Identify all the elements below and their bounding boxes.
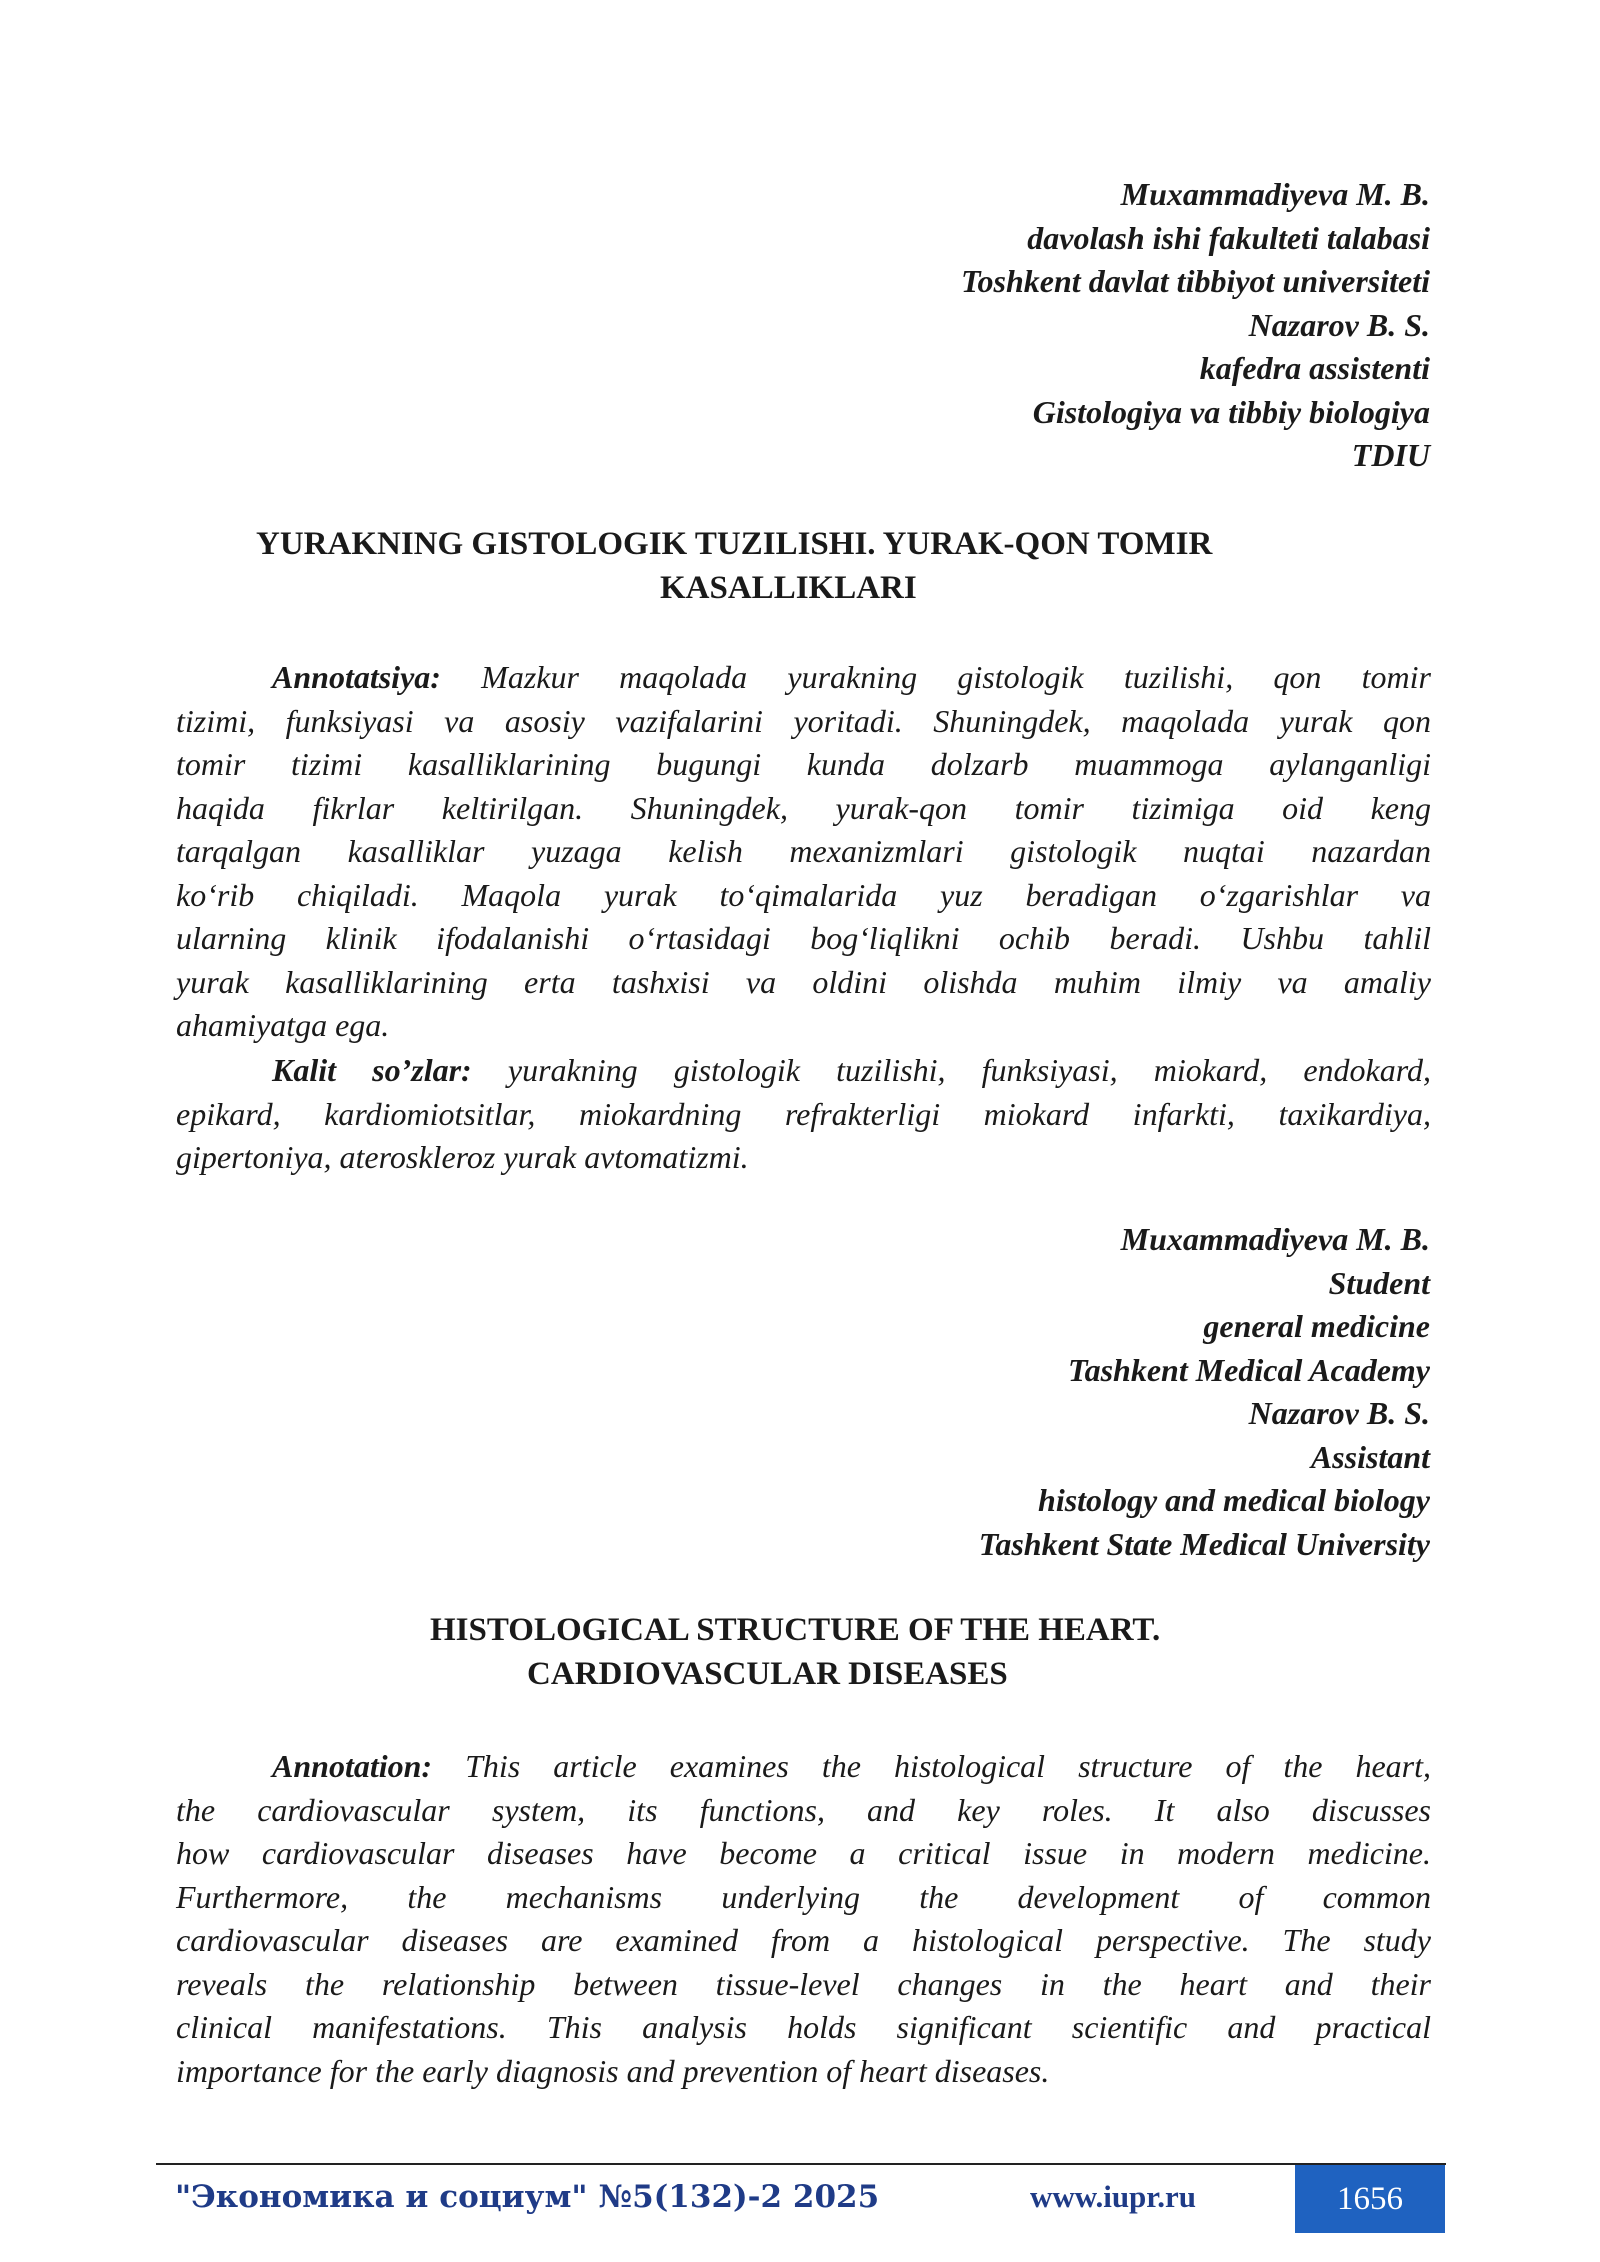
author-affiliation: Toshkent davlat tibbiyot universiteti	[960, 263, 1430, 299]
abstract-uz	[176, 656, 1431, 1048]
title-line: YURAKNING GISTOLOGIK TUZILISHI. YURAK-QON TOMIR	[256, 526, 1213, 562]
author-name: Nazarov B. S.	[1248, 1395, 1430, 1431]
author-affiliation: Tashkent Medical Academy	[1067, 1351, 1430, 1388]
keywords-line: gipertoniya, ateroskleroz yurak avtomatizmi.	[176, 1139, 749, 1175]
abstract-text: Mazkur maqolada yurakning gistologik tuzilishi, qon tomir	[481, 659, 1431, 695]
footer-journal-name: "Экономика и социум" №5(132)-2 2025	[175, 2179, 880, 2215]
abstract-line: tomir tizimi kasalliklarining bugungi kunda dolzarb muammoga aylanganligi	[176, 746, 1431, 782]
keywords-line	[176, 1049, 1431, 1093]
author-name: Nazarov B. S.	[1248, 306, 1430, 343]
author-affiliation: Gistologiya va tibbiy biologiya	[1032, 393, 1430, 430]
abstract-line: yurak kasalliklarining erta tashxisi va oldini olishda muhim ilmiy va amaliy	[176, 963, 1431, 1000]
abstract-line: ularning klinik ifodalanishi o‘rtasidagi bog‘liqlikni ochib beradi. Ushbu tahlil	[176, 920, 1431, 956]
footer-website-link[interactable]: www.iupr.ru	[1030, 2179, 1196, 2214]
keywords-line: epikard, kardiomiotsitlar, miokardning refrakterligi miokard infarkti, taxikardiya,	[176, 1095, 1431, 1132]
abstract-line: tizimi, funksiyasi va asosiy vazifalarini yoritadi. Shuningdek, maqolada yurak qon	[176, 702, 1431, 739]
abstract-line: the cardiovascular system, its functions, and key roles. It also discusses	[176, 1791, 1431, 1828]
abstract-line: ko‘rib chiqiladi. Maqola yurak to‘qimalarida yuz beradigan o‘zgarishlar va	[176, 876, 1431, 913]
abstract-line: ahamiyatga ega.	[176, 1007, 390, 1043]
author-block-uz	[961, 173, 1430, 478]
abstract-line	[176, 656, 1431, 700]
abstract-label: Annotation:	[272, 1748, 433, 1784]
author-affiliation: Student	[1328, 1264, 1430, 1301]
keywords-text: yurakning gistologik tuzilishi, funksiyasi, miokard, endokard,	[507, 1052, 1432, 1088]
abstract-line: Furthermore, the mechanisms underlying the development of common	[176, 1878, 1431, 1915]
footer-divider	[156, 2163, 1446, 2165]
abstract-line: how cardiovascular diseases have become a critical issue in modern medicine.	[176, 1835, 1431, 1871]
abstract-en	[176, 1745, 1431, 2093]
abstract-text: This article examines the histological structure of the heart,	[465, 1748, 1432, 1784]
author-affiliation: Assistant	[1310, 1438, 1430, 1475]
keywords-label: Kalit so’zlar:	[272, 1052, 472, 1088]
abstract-line: clinical manifestations. This analysis holds significant scientific and practical	[176, 2009, 1431, 2045]
keywords-uz	[176, 1049, 1431, 1180]
author-affiliation: davolash ishi fakulteti talabasi	[1027, 219, 1430, 256]
author-affiliation: histology and medical biology	[1038, 1482, 1430, 1518]
abstract-line	[176, 1745, 1431, 1789]
author-name: Muxammadiyeva M. B.	[1120, 1221, 1430, 1257]
page-number: 1656	[1295, 2165, 1445, 2233]
author-affiliation: general medicine	[1203, 1308, 1430, 1344]
title-line: CARDIOVASCULAR DISEASES	[527, 1656, 1008, 1692]
author-affiliation: TDIU	[1351, 437, 1430, 473]
author-name: Muxammadiyeva M. B.	[1120, 176, 1430, 212]
abstract-line: importance for the early diagnosis and prevention of heart diseases.	[176, 2052, 1050, 2089]
author-affiliation: Tashkent State Medical University	[978, 1525, 1430, 1562]
title-line: KASALLIKLARI	[660, 570, 917, 606]
author-block-en	[979, 1218, 1430, 1566]
abstract-line: cardiovascular diseases are examined from a histological perspective. The study	[176, 1922, 1431, 1958]
abstract-label: Annotatsiya:	[272, 659, 441, 695]
abstract-line: reveals the relationship between tissue-level changes in the heart and their	[176, 1965, 1431, 2002]
title-line: HISTOLOGICAL STRUCTURE OF THE HEART.	[430, 1612, 1161, 1648]
abstract-line: tarqalgan kasalliklar yuzaga kelish mexanizmlari gistologik nuqtai nazardan	[176, 833, 1431, 869]
author-affiliation: kafedra assistenti	[1199, 350, 1430, 386]
abstract-line: haqida fikrlar keltirilgan. Shuningdek, yurak-qon tomir tizimiga oid keng	[176, 789, 1431, 826]
